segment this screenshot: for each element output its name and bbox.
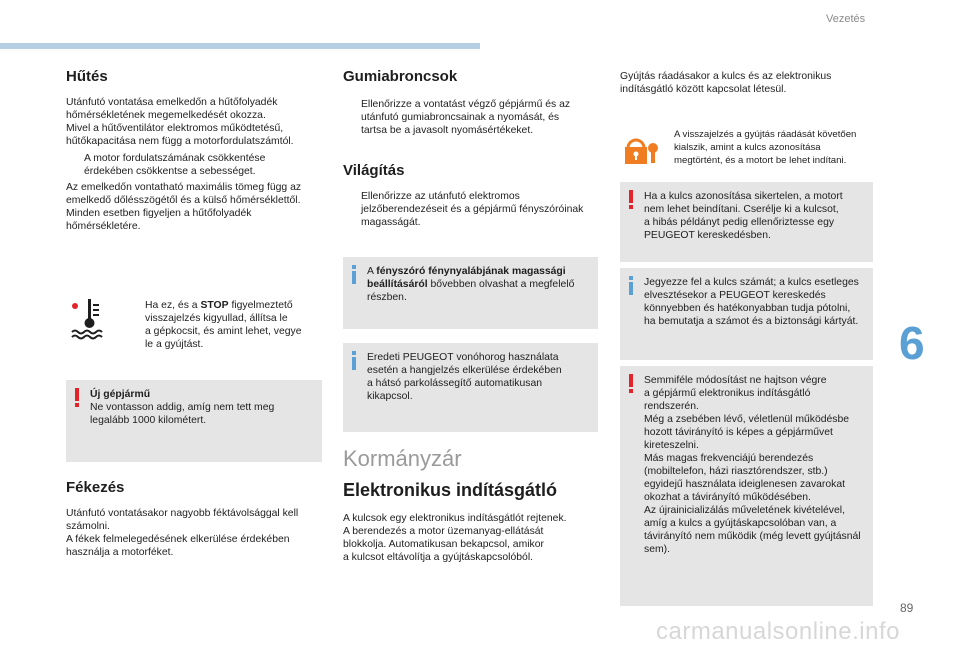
info1-rest: bővebben olvashat a megfelelő részben. — [367, 279, 575, 303]
info1-prefix: A — [367, 266, 377, 277]
vilagitas-bullet — [343, 190, 603, 232]
page-number: 89 — [900, 601, 914, 615]
stop-bullet-text — [145, 299, 302, 351]
gumi-bullet — [343, 98, 603, 140]
key-id-warning-text: Ha a kulcs azonosítása sikertelen, a motort nem lehet beindítani. Cserélje ki a kulcsot, a hibás példányt pedig ellenőriztesse egy PEUGEOT kereskedésben. — [644, 191, 843, 241]
warning-box-modification — [620, 366, 873, 606]
elektronikus-text: A kulcsok egy elektronikus indításgátlót rejtenek. A berendezés a motor üzemanyag-ellátását blokkolja. Automatikusan bekapcsol, amikor a kulcsot eltávolítja a gyújtáskapcsolóból. — [343, 513, 567, 563]
hutes-text: Utánfutó vontatása emelkedőn a hűtőfolyadék hőmérsékletének megemelkedését okozza. Mivel a hűtőventilátor elektromos működtetésű, hűtőkapacitása nem függ a motorfordulatszámtól. — [66, 97, 294, 147]
info-box-key-number — [620, 268, 873, 360]
vilagitas-bullet-text: Ellenőrizze az utánfutó elektromos jelzőberendezéseit és a gépjármű fényszóróinak magasságát. — [361, 191, 584, 228]
stop-bullet — [127, 299, 327, 353]
gumi-bullet-text: Ellenőrizze a vontatást végző gépjármű és az utánfutó gumiabroncsainak a nyomását, és tartsa be a javasolt nyomásértékeket. — [361, 99, 571, 136]
section-title: Vezetés — [826, 13, 866, 25]
info-box-headlamp — [343, 257, 598, 329]
header-bar — [0, 43, 480, 49]
stop-rest: figyelmeztető visszajelzés kigyullad, állítsa le a gépkocsit, és amint lehet, vegye le a gyújtást. — [145, 300, 302, 350]
towbar-info-text: Eredeti PEUGEOT vonóhorog használata esetén a hangjelzés elkerülése érdekében a hátsó parkolássegítő automatikusan kikapcsol. — [367, 352, 562, 402]
lock-indicator-text: A visszajelzés a gyújtás ráadását követően kialszik, amint a kulcs azonosítása megtörtént, és a motort be lehet indítani. — [674, 129, 857, 166]
info1-bold: fényszóró fénynyalábjának magassági beállításáról — [367, 266, 566, 290]
new-car-body: Ne vontasson addig, amíg nem tett meg legalább 1000 kilométert. — [90, 402, 275, 426]
heading-vilagitas: Világítás — [343, 162, 405, 179]
info-icon — [626, 276, 636, 296]
exclamation-icon — [626, 374, 636, 394]
headlamp-info-text — [367, 265, 574, 304]
heading-fekezes: Fékezés — [66, 479, 125, 496]
heading-elektronikus-inditasgatlo: Elektronikus indításgátló — [343, 480, 558, 500]
heading-hutes: Hűtés — [66, 68, 108, 85]
chapter-number: 6 — [899, 317, 925, 369]
heading-gumiabroncsok: Gumiabroncsok — [343, 68, 458, 85]
warning-box-key-id — [620, 182, 873, 262]
hutes-text-2: Az emelkedőn vontatható maximális tömeg függ az emelkedő dőlésszögétől és a külső hőmérséklettől. Minden esetben figyeljen a hűtőfolyadék hőmérsékletére. — [66, 182, 302, 232]
chapter-title-kormanyzar: Kormányzár — [343, 446, 462, 471]
new-car-title: Új gépjármű — [90, 389, 151, 400]
hutes-bullet-text: A motor fordulatszámának csökkentése érdekében csökkentse a sebességet. — [84, 153, 266, 177]
coolant-temperature-icon — [66, 297, 110, 341]
warning-box-new-car — [66, 380, 322, 462]
info-icon — [349, 265, 359, 285]
watermark: carmanualsonline.info — [656, 618, 900, 645]
exclamation-icon — [72, 388, 82, 408]
key-number-info-text: Jegyezze fel a kulcs számát; a kulcs esetleges elvesztésekor a PEUGEOT kereskedés könnyebben és hatékonyabban tudja pótolni, ha bemutatja a számot és a biztonsági kártyát. — [644, 277, 859, 327]
hutes-bullet — [66, 152, 326, 180]
new-car-text — [90, 388, 274, 427]
chapter-tab — [934, 294, 960, 398]
fekezes-text: Utánfutó vontatásakor nagyobb féktávolsággal kell számolni. A fékek felmelegedésének elkerülése érdekében használja a motorféket. — [66, 508, 299, 558]
key-lock-icon — [622, 134, 662, 166]
modification-warning-text: Semmiféle módosítást ne hajtson végre a gépjármű elektronikus indításgátló rendszerén. Még a zsebében lévő, véletlenül működésbe hozott távirányító is képes a gépjárművet kireteszelni. Más magas frekvenciájú berendezés (mobiltelefon, házi riasztórendszer, stb.) egyidejű használata ideiglenesen zavarokat okozhat a távirányító működésében. Az újrainicializálás műveletének kivételével, amíg a kulcs a gyújtáskapcsolóban van, a távirányító nem működik (még levett gyújtásnál sem). — [644, 375, 861, 555]
intro-text: Gyújtás ráadásakor a kulcs és az elektronikus indításgátló között kapcsolat létesül. — [620, 71, 832, 95]
exclamation-icon — [626, 190, 636, 210]
stop-prefix: Ha ez, és a — [145, 300, 201, 311]
info-box-towbar — [343, 343, 598, 432]
info-icon — [349, 351, 359, 371]
stop-bold: STOP — [200, 300, 229, 311]
